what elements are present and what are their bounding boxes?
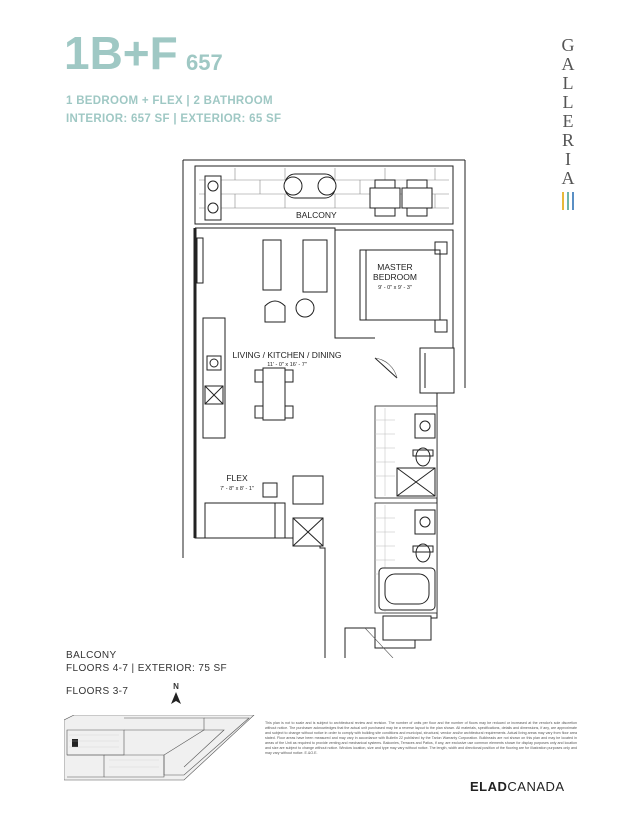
living-label: LIVING / KITCHEN / DINING xyxy=(232,350,342,360)
galleria-logo xyxy=(556,36,580,188)
balcony-note-title: BALCONY xyxy=(66,650,117,661)
logo-letter: R xyxy=(561,130,574,150)
logo-letter: E xyxy=(562,111,574,131)
master-bedroom-label: MASTER xyxy=(377,262,413,272)
developer-logo-bold: ELAD xyxy=(470,779,508,794)
logo-letter: A xyxy=(561,54,575,74)
north-arrow-icon xyxy=(170,692,182,704)
flex-bed xyxy=(205,503,285,538)
legal-disclaimer: This plan is not to scale and is subject to architectural review and revision. The number of units per floor and the number of floors may be reduced or increased at the vendor's sole discretion without notice. The purchaser acknowledges that the actual unit purchased may be a reverse layout to the plan shown. All materials, specifications, details and dimensions, if any, are approximate and subject to change without notice in order to comply with building site conditions and municipal, structural, vendor and/or architectural requirements. Actual living areas may vary from floor area stated. Floor areas have been measured and may vary in accordance with Bulletin 22 published by the Tarion Warranty Corporation. Bulkheads are not shown on this plan and may be located in areas of the Unit as required to provide venting and mechanical systems. Balconies, Terraces and Patios, if any, are exclusive use common elements shown for display purposes only and location and size are subject to change without notice. Window location, size and type may vary without notice. The length, width and directional position of the flooring are for illustration purposes only and may vary without notice. E.&O.E. xyxy=(265,721,577,755)
unit-location-marker xyxy=(72,739,78,747)
logo-letter: I xyxy=(565,149,571,169)
logo-letter: L xyxy=(562,92,574,112)
flex-label: FLEX xyxy=(226,473,248,483)
flex-dims: 7' - 8" x 8' - 1" xyxy=(220,486,254,492)
galleria-logo-bars xyxy=(562,192,574,210)
unit-size-number: 657 xyxy=(186,50,223,75)
developer-logo-rest: CANADA xyxy=(507,779,565,794)
living-dims: 11' - 0" x 16' - 7" xyxy=(267,362,307,368)
balcony-note-floors: FLOORS 4-7 | EXTERIOR: 75 SF xyxy=(66,663,228,674)
logo-bar-3 xyxy=(572,192,574,210)
north-arrow-shape xyxy=(171,692,181,704)
unit-type-line: 1 BEDROOM + FLEX | 2 BATHROOM xyxy=(66,95,273,107)
logo-letter: G xyxy=(561,35,575,55)
floor-plan xyxy=(175,158,475,658)
dining-table xyxy=(263,368,285,420)
balcony-label: BALCONY xyxy=(296,210,337,220)
logo-bar-2 xyxy=(567,192,569,210)
developer-logo xyxy=(470,779,565,794)
master-bedroom-label-2: BEDROOM xyxy=(373,272,417,282)
unit-area-line: INTERIOR: 657 SF | EXTERIOR: 65 SF xyxy=(66,113,282,125)
north-label: N xyxy=(173,682,179,691)
unit-code: 1B+F xyxy=(64,27,178,79)
floors-note: FLOORS 3-7 xyxy=(66,686,129,697)
logo-letter: A xyxy=(561,168,575,188)
master-bedroom-dims: 9' - 0" x 9' - 3" xyxy=(378,285,412,291)
logo-letter: L xyxy=(562,73,574,93)
key-plan xyxy=(64,715,264,785)
logo-bar-1 xyxy=(562,192,564,210)
north-indicator xyxy=(170,682,182,709)
